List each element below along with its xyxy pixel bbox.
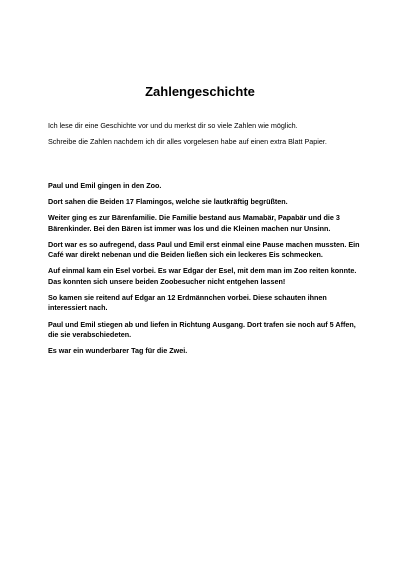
story-paragraph: Paul und Emil gingen in den Zoo. [48, 181, 162, 190]
story-paragraph: So kamen sie reitend auf Edgar an 12 Erdmännchen vorbei. Diese schauten ihnen interessiert nach. [48, 292, 327, 313]
story-paragraph: Dort war es so aufregend, dass Paul und Emil erst einmal eine Pause machen mussten. Ein Café war direkt nebenan und die Beiden ließen sich ein leckeres Eis schmecken. [48, 239, 360, 260]
story-text [48, 181, 363, 362]
story-paragraph: Es war ein wunderbarer Tag für die Zwei. [48, 346, 188, 356]
page-title: Zahlengeschichte [145, 84, 255, 99]
instruction-paragraph: Schreibe die Zahlen nachdem ich dir alles vorgelesen habe auf einen extra Blatt Papier. [48, 136, 327, 146]
story-paragraph: Auf einmal kam ein Esel vorbei. Es war Edgar der Esel, mit dem man im Zoo reiten konnte. Das konnten sich unsere beiden Zoobesucher nicht entgehen lassen! [48, 266, 357, 286]
story-paragraph: Paul und Emil stiegen ab und liefen in Richtung Ausgang. Dort trafen sie noch auf 5 Affen, die sie verabschiedeten. [48, 319, 356, 340]
instruction-paragraph: Ich lese dir eine Geschichte vor und du merkst dir so viele Zahlen wie möglich. [48, 121, 298, 130]
story-paragraph: Weiter ging es zur Bärenfamilie. Die Familie bestand aus Mamabär, Papabär und die 3 Bärenkinder. Bei den Bären ist immer was los und die Kleinen machen nur Unsinn. [48, 213, 340, 233]
story-paragraph: Dort sahen die Beiden 17 Flamingos, welche sie lautkräftig begrüßten. [48, 197, 288, 207]
instructions [48, 121, 363, 153]
